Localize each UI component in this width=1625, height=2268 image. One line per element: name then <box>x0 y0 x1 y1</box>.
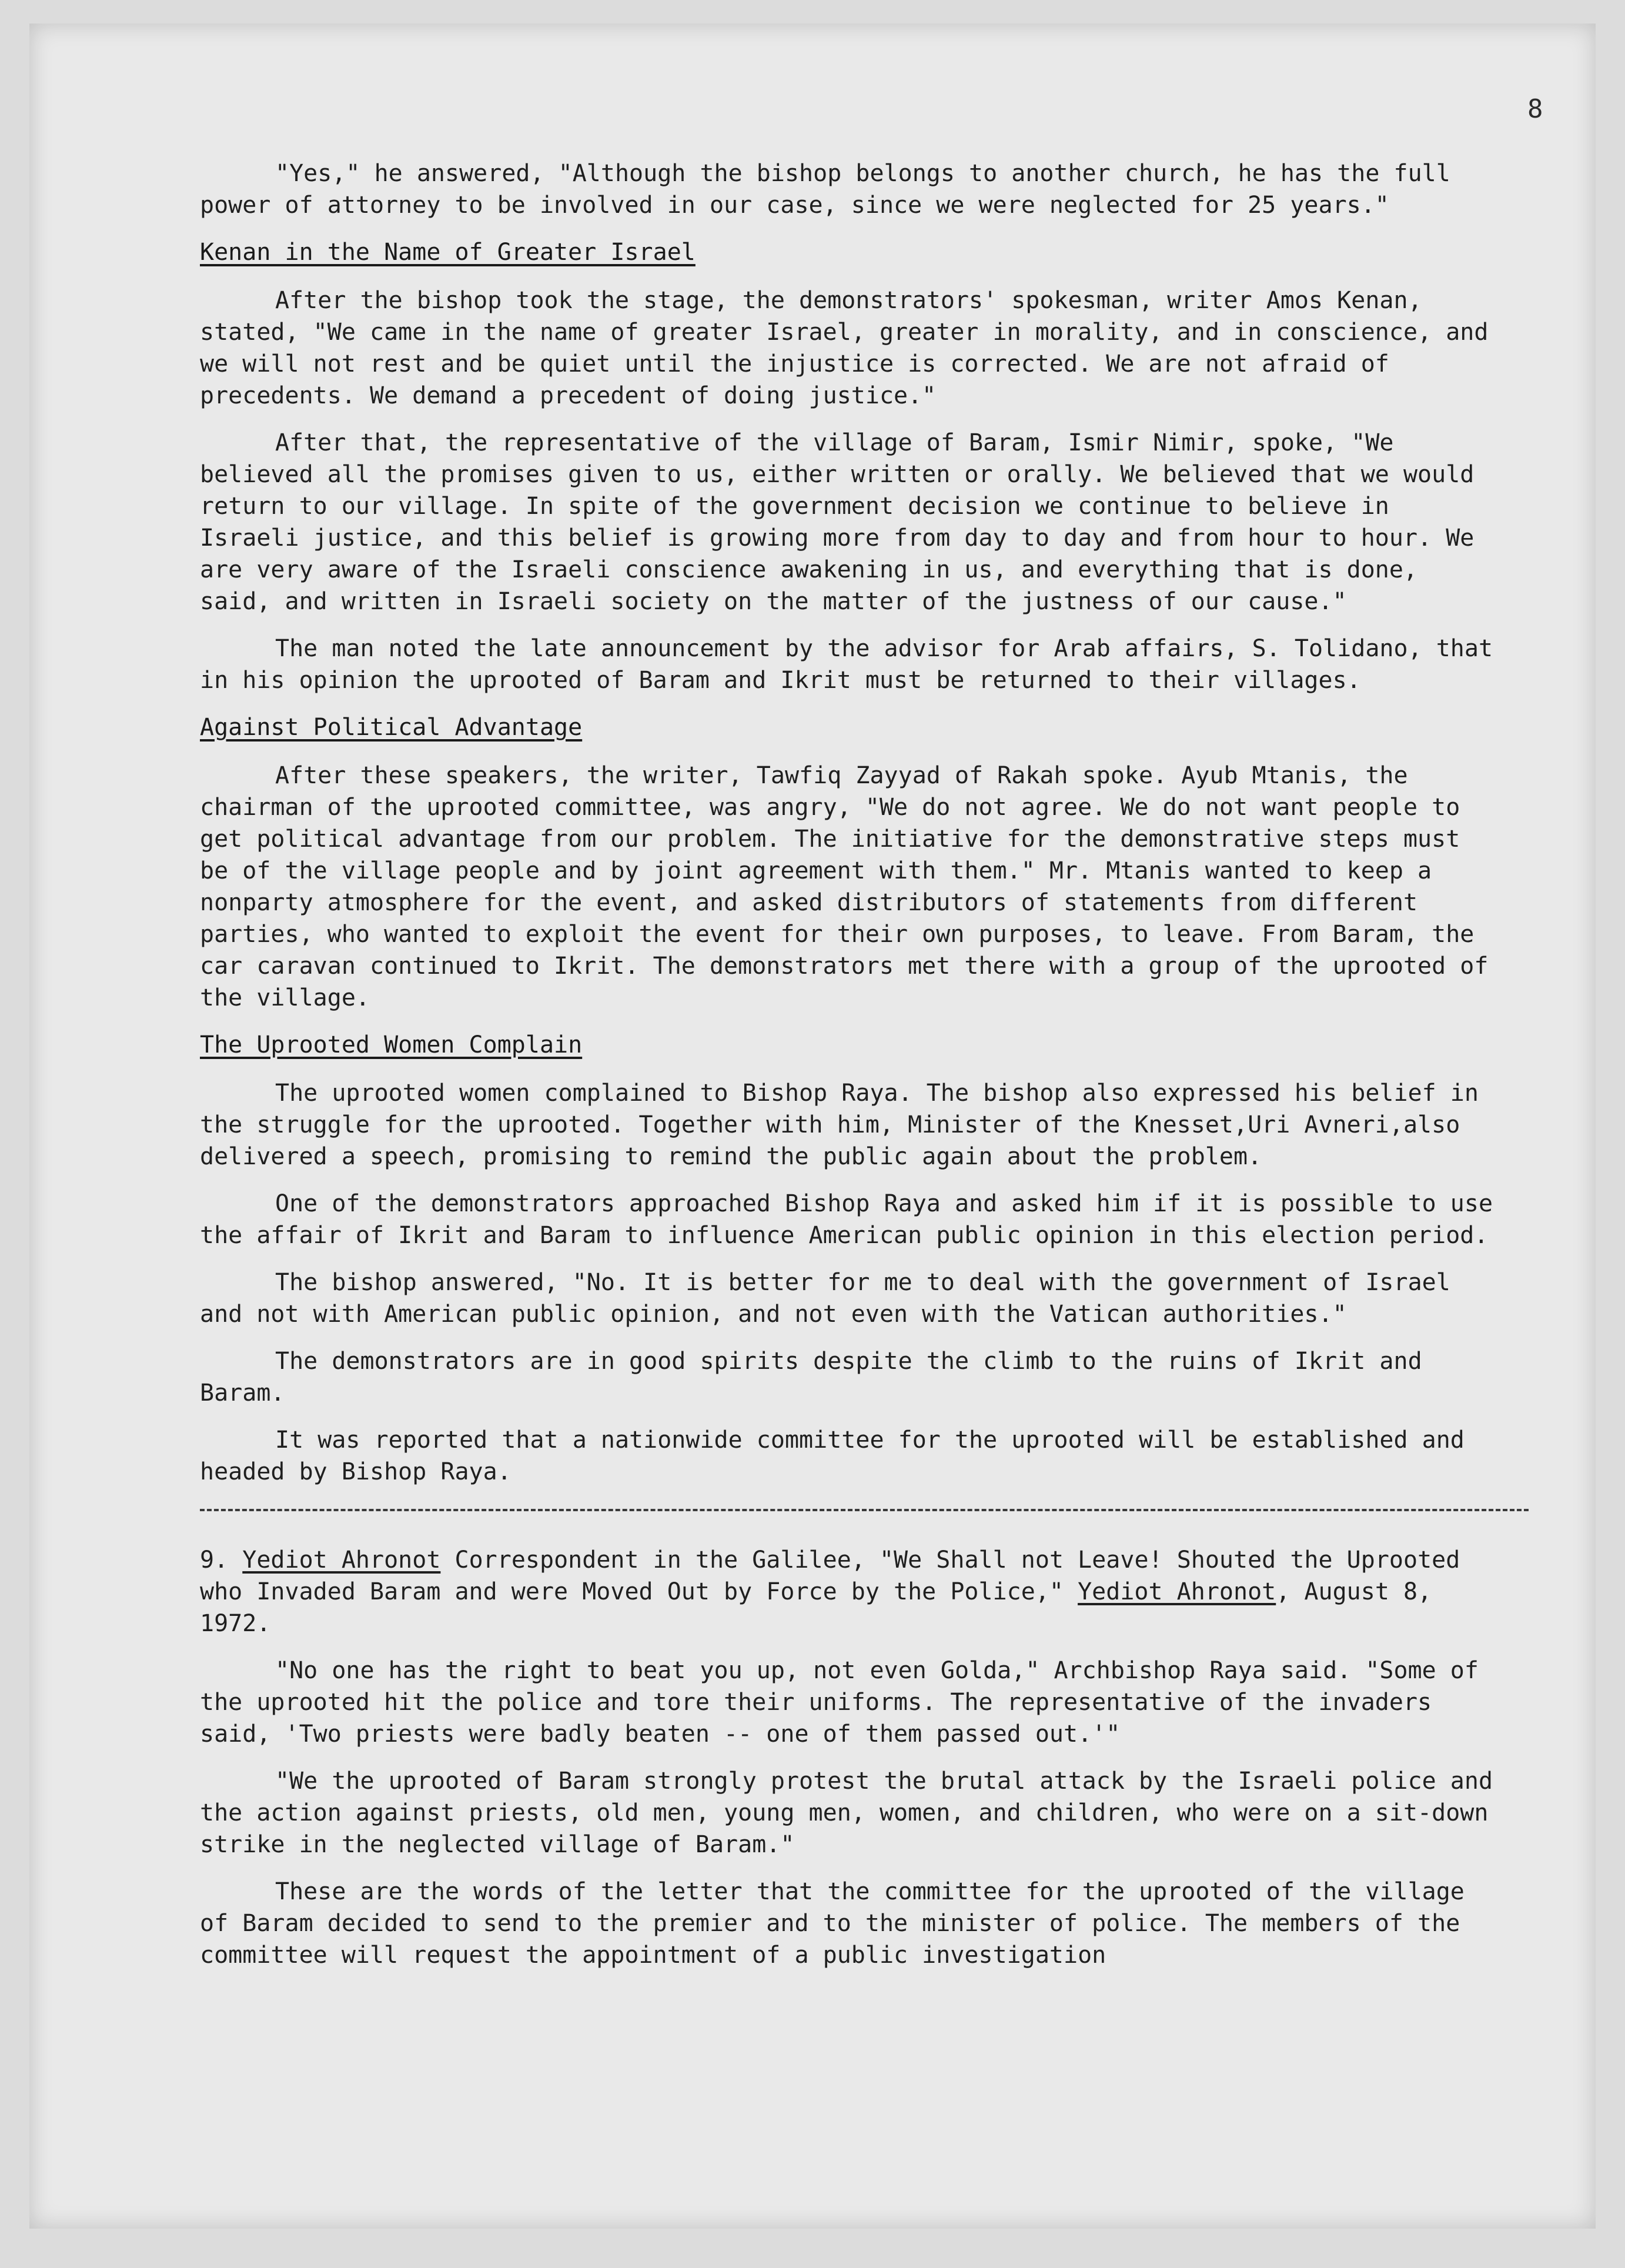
paragraph: After the bishop took the stage, the demonstrators' spokesman, writer Amos Kenan, stated, "We came in the name of greater Israel, greater in morality, and in conscience, and we will not rest and be quiet until the injustice is corrected. We are not afraid of precedents. We demand a precedent of doing justice." <box>200 287 1489 409</box>
paragraph: After these speakers, the writer, Tawfiq Zayyad of Rakah spoke. Ayub Mtanis, the chairman of the uprooted committee, was angry, "We do not agree. We do not want people to get political advantage from our problem. The initiative for the demonstrative steps must be of the village people and by joint agreement with them." Mr. Mtanis wanted to keep a nonparty atmosphere for the event, and asked distributors of statements from different parties, who wanted to exploit the event for their own purposes, to leave. From Baram, the car caravan continued to Ikrit. The demonstrators met there with a group of the uprooted of the village. <box>200 762 1489 1011</box>
dashed-divider <box>200 1509 1529 1511</box>
page-number: 8 <box>1527 94 1543 124</box>
paragraph: The bishop answered, "No. It is better for me to deal with the government of Israel and not with American public opinion, and not even with the Vatican authorities." <box>200 1269 1450 1328</box>
paragraph: The demonstrators are in good spirits despite the climb to the ruins of Ikrit and Baram. <box>200 1348 1422 1407</box>
paragraph: The uprooted women complained to Bishop Raya. The bishop also expressed his belief in the struggle for the uprooted. Together with him, Minister of the Knesset,Uri Avneri,also delivered a speech, promising to remind the public again about the problem. <box>200 1080 1479 1170</box>
section-heading: Kenan in the Name of Greater Israel <box>200 239 696 266</box>
article-date: , August 8, 1972. <box>200 1578 1432 1637</box>
source-name-repeat: Yediot Ahronot <box>1078 1578 1276 1605</box>
paragraph: These are the words of the letter that the committee for the uprooted of the village of Baram decided to send to the premier and to the minister of police. The members of the committee will request the appointment of a public investigation <box>200 1878 1464 1969</box>
paragraph: The man noted the late announcement by the advisor for Arab affairs, S. Tolidano, that in his opinion the uprooted of Baram and Ikrit must be returned to their villages. <box>200 635 1493 694</box>
document-body <box>200 158 1499 1986</box>
item-9-citation <box>200 1544 1499 1639</box>
paragraph: It was reported that a nationwide committee for the uprooted will be established and headed by Bishop Raya. <box>200 1427 1464 1485</box>
item-number: 9. <box>200 1546 229 1574</box>
paragraph: "Yes," he answered, "Although the bishop belongs to another church, he has the full power of attorney to be involved in our case, since we were neglected for 25 years." <box>200 160 1450 219</box>
section-heading: Against Political Advantage <box>200 714 583 741</box>
source-name: Yediot Ahronot <box>242 1546 441 1574</box>
paragraph: "No one has the right to beat you up, not even Golda," Archbishop Raya said. "Some of the uprooted hit the police and tore their uniforms. The representative of the invaders said, 'Two priests were badly beaten -- one of them passed out.'" <box>200 1657 1479 1748</box>
paragraph: After that, the representative of the village of Baram, Ismir Nimir, spoke, "We believed all the promises given to us, either written or orally. We believed that we would return to our village. In spite of the government decision we continue to believe in Israeli justice, and this belief is growing more from day to day and from hour to hour. We are very aware of the Israeli conscience awakening in us, and everything that is done, said, and written in Israeli society on the matter of the justness of our cause." <box>200 429 1474 615</box>
section-heading: The Uprooted Women Complain <box>200 1031 583 1058</box>
document-page <box>29 24 1596 2229</box>
article-title: Correspondent in the Galilee, "We Shall not Leave! Shouted the Uprooted who Invaded Baram and were Moved Out by Force by the Police," <box>200 1546 1460 1605</box>
paragraph: One of the demonstrators approached Bishop Raya and asked him if it is possible to use the affair of Ikrit and Baram to influence American public opinion in this election period. <box>200 1190 1493 1249</box>
paragraph: "We the uprooted of Baram strongly protest the brutal attack by the Israeli police and the action against priests, old men, young men, women, and children, who were on a sit-down strike in the neglected village of Baram." <box>200 1768 1493 1858</box>
